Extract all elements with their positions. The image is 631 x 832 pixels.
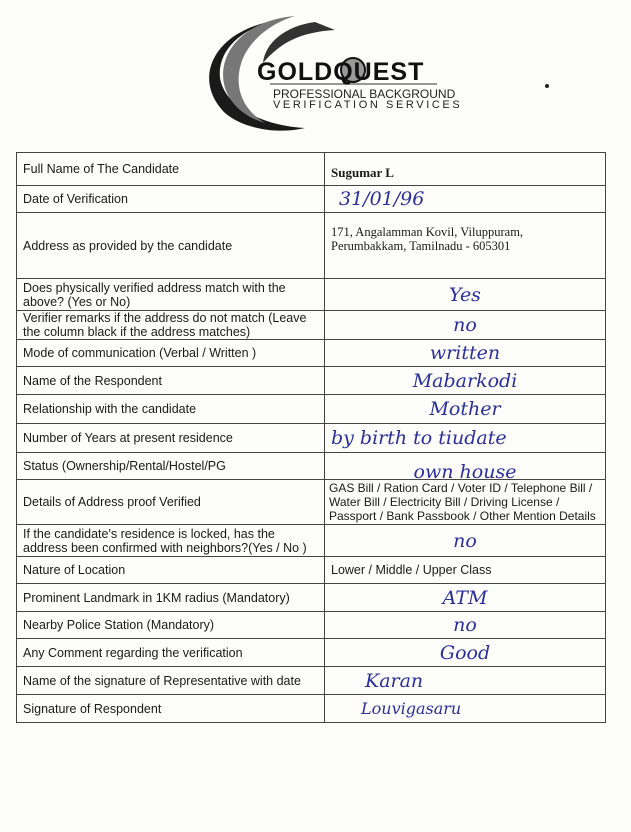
neighbor-confirmation-value: no: [325, 525, 606, 557]
verification-form-table: [16, 152, 606, 723]
form-row: [17, 153, 606, 186]
form-row: [17, 525, 606, 557]
field-label: Prominent Landmark in 1KM radius (Mandatory): [17, 584, 325, 612]
field-label: Signature of Respondent: [17, 695, 325, 723]
form-row: [17, 557, 606, 584]
respondent-name-value: Mabarkodi: [325, 367, 606, 395]
form-row: [17, 279, 606, 311]
address-value: 171, Angalamman Kovil, Viluppuram, Perumbakkam, Tamilnadu - 605301: [325, 213, 606, 279]
field-label: Full Name of The Candidate: [17, 153, 325, 186]
field-label: Name of the Respondent: [17, 367, 325, 395]
field-label: Number of Years at present residence: [17, 424, 325, 453]
respondent-signature: Louvigasaru: [325, 695, 606, 723]
verification-date-value: 31/01/96: [325, 186, 606, 213]
verifier-remarks-value: no: [325, 311, 606, 340]
communication-mode-value: written: [325, 340, 606, 367]
form-row: [17, 667, 606, 695]
field-label: Address as provided by the candidate: [17, 213, 325, 279]
form-row: [17, 639, 606, 667]
form-row: [17, 424, 606, 453]
address-match-value: Yes: [325, 279, 606, 311]
field-label: Name of the signature of Representative with date: [17, 667, 325, 695]
field-label: Nearby Police Station (Mandatory): [17, 612, 325, 639]
field-label: Does physically verified address match with the above? (Yes or No): [17, 279, 325, 311]
scan-speck: [545, 84, 549, 88]
relationship-value: Mother: [325, 395, 606, 424]
representative-value: Karan: [325, 667, 606, 695]
landmark-value: ATM: [325, 584, 606, 612]
form-row: [17, 395, 606, 424]
logo-tagline-1: PROFESSIONAL BACKGROUND: [273, 87, 456, 101]
form-row: [17, 584, 606, 612]
field-label: Nature of Location: [17, 557, 325, 584]
form-row: [17, 480, 606, 525]
field-label: Mode of communication (Verbal / Written ): [17, 340, 325, 367]
comment-value: Good: [325, 639, 606, 667]
police-station-value: no: [325, 612, 606, 639]
address-proof-value: GAS Bill / Ration Card / Voter ID / Telephone Bill / Water Bill / Electricity Bill / Driving License / Passport / Bank Passbook / Other Mention Details: [325, 480, 606, 525]
form-row: [17, 453, 606, 480]
form-row: [17, 213, 606, 279]
field-label: Details of Address proof Verified: [17, 480, 325, 525]
residence-status-value: own house: [325, 453, 606, 480]
form-row: [17, 311, 606, 340]
form-row: [17, 612, 606, 639]
logo-tagline-2: VERIFICATION SERVICES: [273, 99, 463, 111]
years-at-residence-value: by birth to tiudate: [325, 424, 606, 453]
form-row: [17, 367, 606, 395]
logo-brand-text: GOLDQUEST: [257, 58, 425, 86]
field-label: Status (Ownership/Rental/Hostel/PG: [17, 453, 325, 480]
field-label: Any Comment regarding the verification: [17, 639, 325, 667]
field-label: Date of Verification: [17, 186, 325, 213]
field-label: Relationship with the candidate: [17, 395, 325, 424]
form-row: [17, 186, 606, 213]
field-label: If the candidate's residence is locked, has the address been confirmed with neighbors?(Yes / No ): [17, 525, 325, 557]
form-row: [17, 340, 606, 367]
form-row: [17, 695, 606, 723]
field-label: Verifier remarks if the address do not match (Leave the column black if the address matches): [17, 311, 325, 340]
nature-of-location-value: Lower / Middle / Upper Class: [325, 557, 606, 584]
candidate-name-value: Sugumar L: [325, 153, 606, 186]
goldquest-logo: [185, 8, 465, 138]
